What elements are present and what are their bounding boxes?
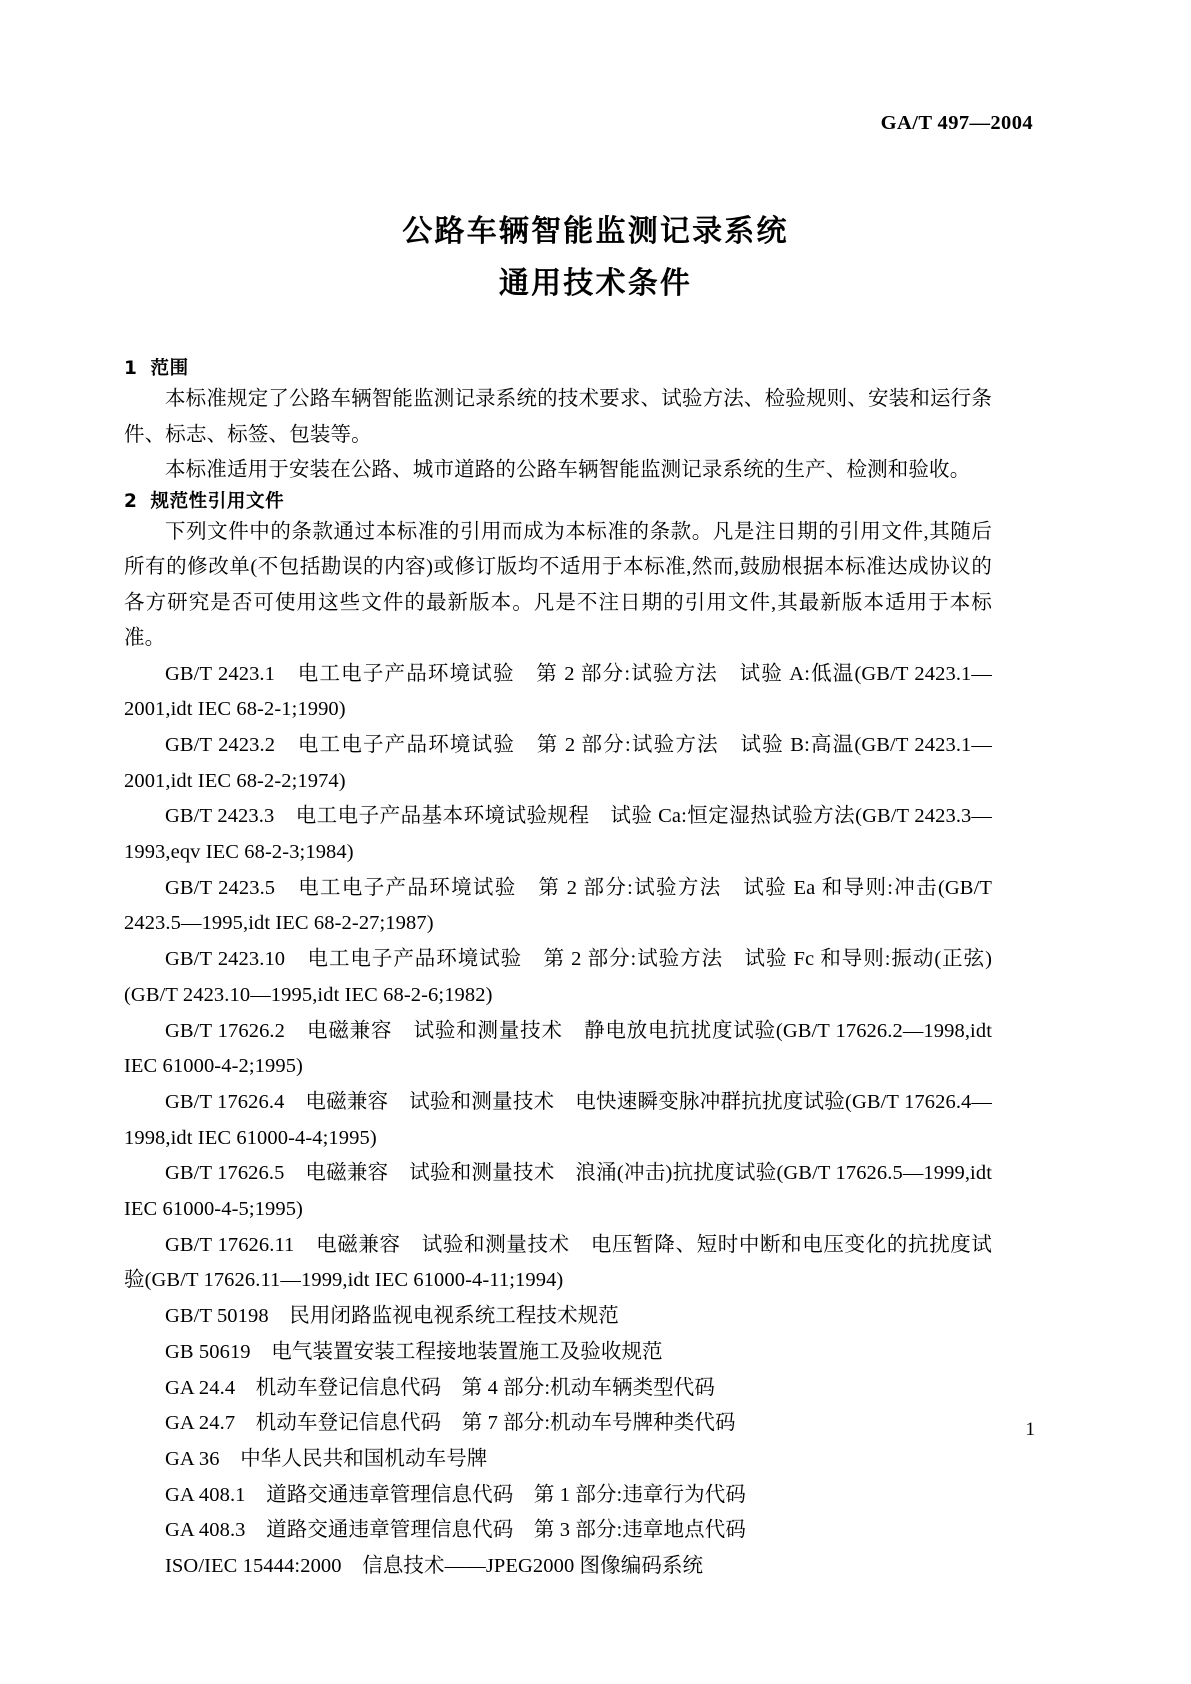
reference-entry: GA 408.1 道路交通违章管理信息代码 第 1 部分:违章行为代码 xyxy=(165,1483,746,1506)
reference-entry: GB/T 50198 民用闭路监视电视系统工程技术规范 xyxy=(165,1305,619,1328)
reference-entry: GB/T 2423.5 电工电子产品环境试验 第 2 部分:试验方法 试验 Ea 和导则:冲击(GB/T 2423.5—1995,idt IEC 68-2-27;1987) xyxy=(124,876,992,935)
reference-entry: GA 24.7 机动车登记信息代码 第 7 部分:机动车号牌种类代码 xyxy=(165,1412,736,1435)
section-2-paragraph-1: 下列文件中的条款通过本标准的引用而成为本标准的条款。凡是注日期的引用文件,其随后所有的修改单(不包括勘误的内容)或修订版均不适用于本标准,然而,鼓励根据本标准达成协议的各方研究是否可使用这些文件的最新版本。凡是不注日期的引用文件,其最新版本适用于本标准。 xyxy=(124,520,992,649)
section-1-paragraph-2: 本标准适用于安装在公路、城市道路的公路车辆智能监测记录系统的生产、检测和验收。 xyxy=(165,459,971,481)
section-title-2: 规范性引用文件 xyxy=(150,490,285,512)
running-header-standard-number: GA/T 497—2004 xyxy=(880,112,1033,134)
reference-entry: GB/T 17626.5 电磁兼容 试验和测量技术 浪涌(冲击)抗扰度试验(GB/T 17626.5—1999,idt IEC 61000-4-5;1995) xyxy=(124,1162,992,1221)
section-heading-2 xyxy=(124,489,992,515)
reference-entry: GB/T 17626.11 电磁兼容 试验和测量技术 电压暂降、短时中断和电压变化的抗扰度试验(GB/T 17626.11—1999,idt IEC 61000-4-11;1994) xyxy=(124,1233,992,1292)
document-title xyxy=(0,206,1191,310)
document-title-line-2: 通用技术条件 xyxy=(498,266,693,301)
reference-entry: GB/T 2423.3 电工电子产品基本环境试验规程 试验 Ca:恒定湿热试验方法(GB/T 2423.3—1993,eqv IEC 68-2-3;1984) xyxy=(124,805,992,864)
section-number-2: 2 xyxy=(124,490,138,512)
reference-entry: GB 50619 电气装置安装工程接地装置施工及验收规范 xyxy=(165,1340,663,1363)
document-body xyxy=(124,356,992,1585)
section-1-paragraph-1: 本标准规定了公路车辆智能监测记录系统的技术要求、试验方法、检验规则、安装和运行条件、标志、标签、包装等。 xyxy=(124,388,992,446)
reference-entry: GA 36 中华人民共和国机动车号牌 xyxy=(165,1447,488,1470)
reference-entry: GA 408.3 道路交通违章管理信息代码 第 3 部分:违章地点代码 xyxy=(165,1519,746,1542)
reference-entry: GB/T 17626.2 电磁兼容 试验和测量技术 静电放电抗扰度试验(GB/T 17626.2—1998,idt IEC 61000-4-2;1995) xyxy=(124,1019,992,1078)
page-number: 1 xyxy=(1025,1419,1035,1440)
reference-entry: GB/T 2423.1 电工电子产品环境试验 第 2 部分:试验方法 试验 A:低温(GB/T 2423.1—2001,idt IEC 68-2-1;1990) xyxy=(124,662,992,721)
section-title-1: 范围 xyxy=(150,358,189,379)
document-title-line-1: 公路车辆智能监测记录系统 xyxy=(402,214,789,249)
reference-entry: GA 24.4 机动车登记信息代码 第 4 部分:机动车辆类型代码 xyxy=(165,1376,715,1399)
section-heading-1 xyxy=(124,356,992,382)
reference-entry: GB/T 2423.2 电工电子产品环境试验 第 2 部分:试验方法 试验 B:高温(GB/T 2423.1—2001,idt IEC 68-2-2;1974) xyxy=(124,733,992,792)
reference-entry: GB/T 17626.4 电磁兼容 试验和测量技术 电快速瞬变脉冲群抗扰度试验(GB/T 17626.4—1998,idt IEC 61000-4-4;1995) xyxy=(124,1090,992,1149)
section-number-1: 1 xyxy=(124,358,138,379)
reference-entry: ISO/IEC 15444:2000 信息技术——JPEG2000 图像编码系统 xyxy=(165,1555,704,1578)
reference-entry: GB/T 2423.10 电工电子产品环境试验 第 2 部分:试验方法 试验 Fc 和导则:振动(正弦)(GB/T 2423.10—1995,idt IEC 68-2-6;1982) xyxy=(124,948,992,1006)
